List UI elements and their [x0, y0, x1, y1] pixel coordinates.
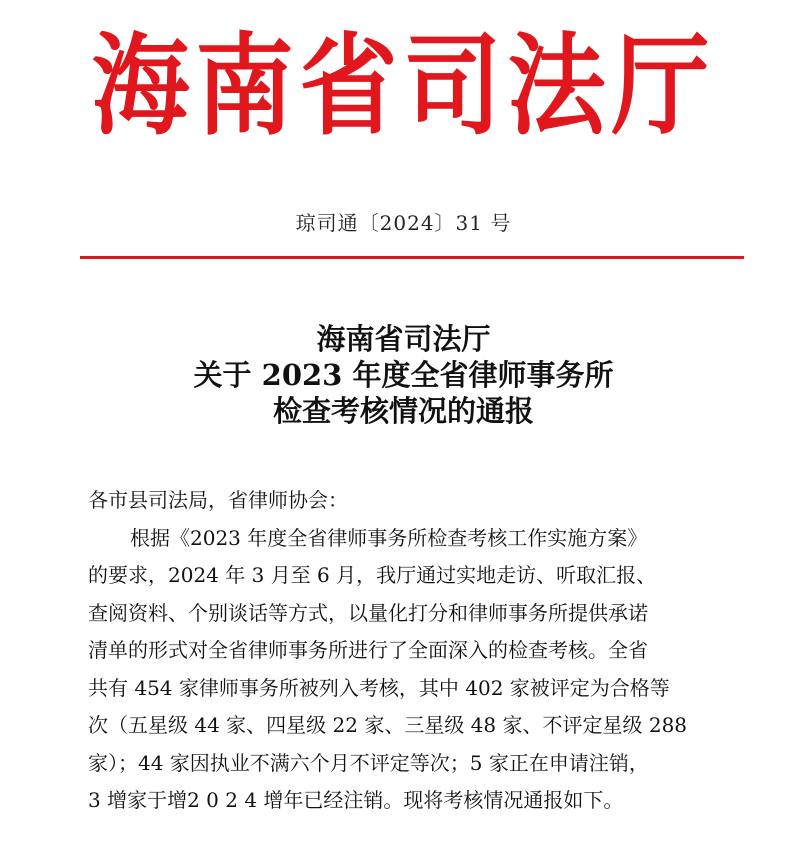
body-line: 的要求，2024 年 3 月至 6 月，我厅通过实地走访、听取汇报、 — [88, 563, 657, 587]
body-line: 次（五星级 44 家、四星级 22 家、三星级 48 家、不评定星级 288 — [88, 713, 688, 737]
red-separator-rule — [80, 256, 744, 259]
issuing-authority-masthead: 海南省司法厅 — [91, 22, 716, 151]
title-line-1: 海南省司法厅 — [316, 322, 491, 356]
title-line-3: 检查考核情况的通报 — [272, 394, 534, 428]
body-line: 清单的形式对全省律师事务所进行了全面深入的检查考核。全省 — [88, 638, 648, 662]
body-line: 3 增家于增2 0 2 4 增年已经注销。现将考核情况通报如下。 — [88, 788, 624, 812]
body-line: 根据《2023 年度全省律师事务所检查考核工作实施方案》 — [130, 525, 648, 550]
body-line: 查阅资料、个别谈话等方式，以量化打分和律师事务所提供承诺 — [88, 600, 648, 625]
document-number: 琼司通〔2024〕31 号 — [295, 211, 512, 235]
document-title — [0, 321, 807, 429]
title-line-2: 关于 2023 年度全省律师事务所 — [193, 358, 614, 392]
document-body — [88, 482, 728, 820]
salutation: 各市县司法局，省律师协会： — [88, 488, 348, 512]
body-line: 共有 454 家律师事务所被列入考核，其中 402 家被评定为合格等 — [88, 675, 670, 700]
body-line: 家）；44 家因执业不满六个月不评定等次；5 家正在申请注销， — [88, 750, 649, 775]
